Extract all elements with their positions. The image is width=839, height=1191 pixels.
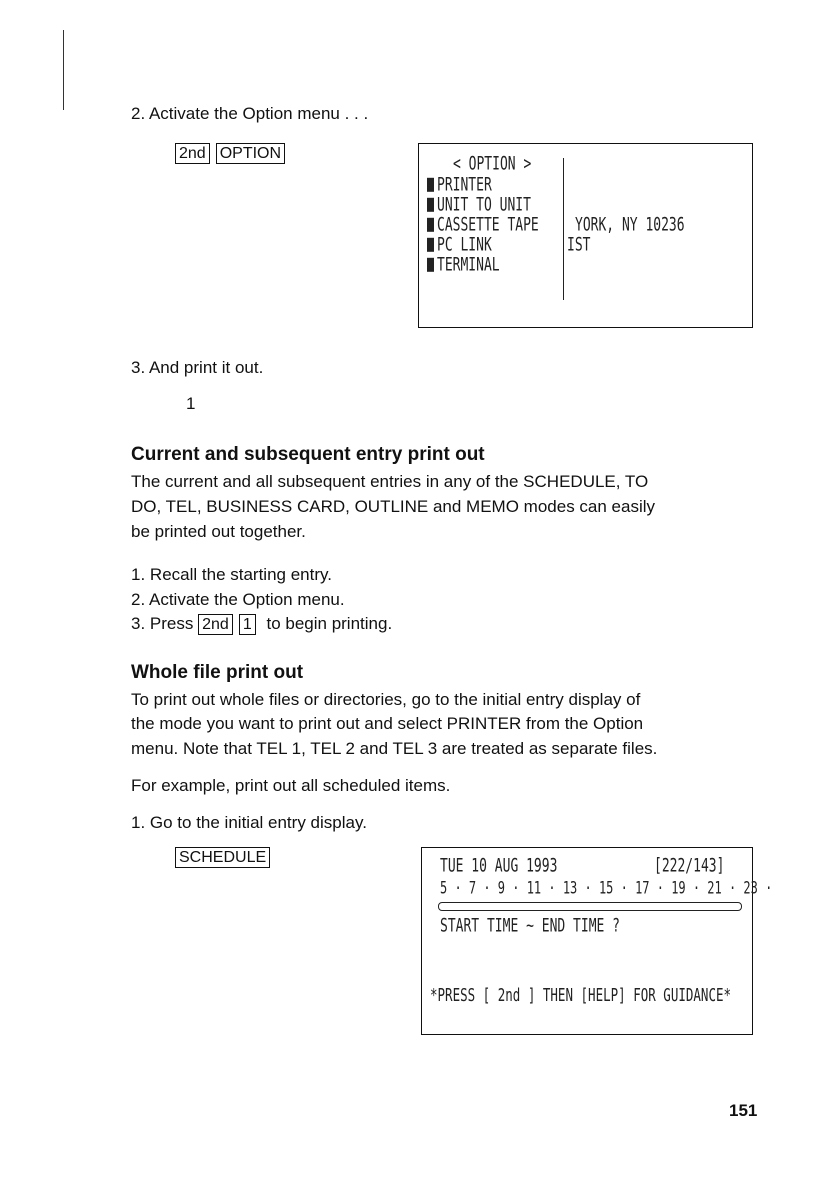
- option-divider: [563, 158, 564, 300]
- step-2-keys: [175, 143, 291, 164]
- key-schedule: SCHEDULE: [175, 847, 270, 868]
- schedule-help-text: *PRESS [ 2nd ] THEN [HELP] FOR GUIDANCE*: [430, 984, 732, 1005]
- step-2-text: 2. Activate the Option menu . . .: [131, 104, 369, 123]
- page-number: 151: [729, 1101, 758, 1120]
- schedule-prompt: START TIME ~ END TIME ?: [440, 916, 621, 937]
- option-title: < OPTION >: [453, 154, 532, 175]
- key-option: OPTION: [216, 143, 285, 164]
- key-2nd: 2nd: [175, 143, 210, 164]
- schedule-time-scale: 5 · 7 · 9 · 11 · 13 · 15 · 17 · 19 · 21 · 23 ·: [440, 878, 773, 898]
- section-2-para-2: the mode you want to print out and select PRINTER from the Option: [131, 714, 644, 733]
- step-3-key: 1: [186, 394, 196, 413]
- schedule-time-bar: [438, 902, 742, 911]
- section-1-step-2: 2. Activate the Option menu.: [131, 590, 345, 609]
- address-line: YORK, NY 10236: [575, 215, 685, 236]
- section-2-example: For example, print out all scheduled items.: [131, 776, 451, 795]
- option-item-cassette: CASSETTE TAPE: [427, 215, 539, 236]
- section-1-step-3: 3. Press 2nd 1 to begin printing.: [131, 614, 393, 633]
- key-1: 1: [239, 614, 256, 635]
- section-1-para-2: DO, TEL, BUSINESS CARD, OUTLINE and MEMO modes can easily: [131, 497, 656, 516]
- option-item-printer: PRINTER: [427, 175, 492, 196]
- section-2-step-1: 1. Go to the initial entry display.: [131, 813, 367, 832]
- schedule-key-wrap: [175, 847, 276, 868]
- option-item-unit: UNIT TO UNIT: [427, 195, 531, 216]
- margin-mark: [63, 30, 64, 110]
- option-item-pclink: PC LINK: [427, 235, 492, 256]
- schedule-lcd-screen: [421, 847, 773, 1035]
- section-1-step-1: 1. Recall the starting entry.: [131, 565, 332, 584]
- option-item-terminal: TERMINAL: [427, 255, 500, 276]
- step-3-text: 3. And print it out.: [131, 358, 264, 377]
- schedule-date: TUE 10 AUG 1993: [440, 856, 558, 877]
- option-lcd-screen: [418, 143, 753, 328]
- section-2-heading: Whole file print out: [131, 662, 304, 683]
- schedule-count: [222/143]: [654, 856, 725, 877]
- section-2-para-3: menu. Note that TEL 1, TEL 2 and TEL 3 are treated as separate files.: [131, 739, 658, 758]
- section-1-heading: Current and subsequent entry print out: [131, 444, 485, 465]
- section-2-para-1: To print out whole files or directories, go to the initial entry display of: [131, 690, 641, 709]
- section-1-para-1: The current and all subsequent entries in any of the SCHEDULE, TO: [131, 472, 649, 491]
- key-2nd: 2nd: [198, 614, 233, 635]
- address-line-2: IST: [567, 235, 591, 256]
- section-1-para-3: be printed out together.: [131, 522, 306, 541]
